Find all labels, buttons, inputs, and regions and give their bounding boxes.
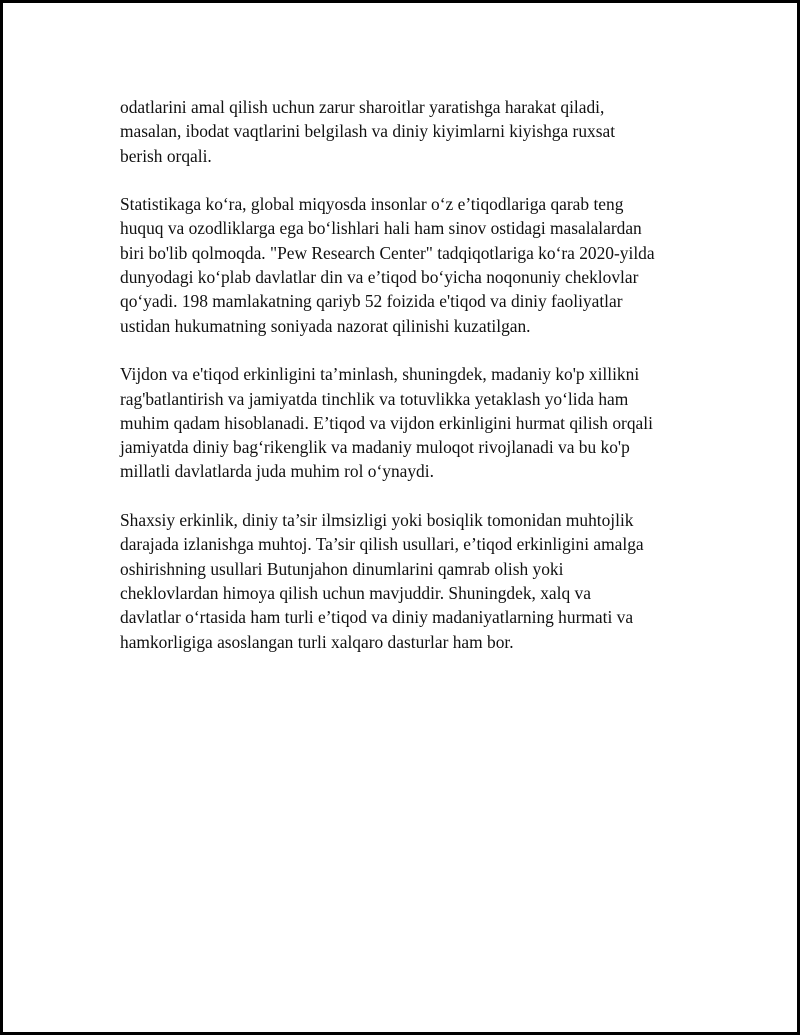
text-line: rag'batlantirish va jamiyatda tinchlik va totuvlikka yetaklash yo‘lida ham [120,388,629,409]
paragraph-2 [120,192,700,338]
text-line: dunyodagi ko‘plab davlatlar din va e’tiqod bo‘yicha noqonuniy cheklovlar [120,267,639,288]
text-line: Vijdon va e'tiqod erkinligini ta’minlash, shuningdek, madaniy ko'p xillikni [120,364,640,385]
paragraph-1 [120,95,700,168]
text-line: qo‘yadi. 198 mamlakatning qariyb 52 foizida e'tiqod va diniy faoliyatlar [120,291,623,312]
text-line: davlatlar o‘rtasida ham turli e’tiqod va diniy madaniyatlarning hurmati va [120,607,634,628]
text-line: biri bo'lib qolmoqda. "Pew Research Center" tadqiqotlariga ko‘ra 2020-yilda [120,242,655,263]
paragraph-4 [120,508,700,654]
text-line: Shaxsiy erkinlik, diniy ta’sir ilmsizligi yoki bosiqlik tomonidan muhtojlik [120,510,634,531]
paragraph-3 [120,362,700,483]
text-line: jamiyatda diniy bag‘rikenglik va madaniy muloqot rivojlanadi va bu ko'p [120,437,630,458]
text-line: Statistikaga ko‘ra, global miqyosda insonlar o‘z e’tiqodlariga qarab teng [120,194,624,215]
text-line: cheklovlardan himoya qilish uchun mavjuddir. Shuningdek, xalq va [120,582,591,603]
text-line: masalan, ibodat vaqtlarini belgilash va diniy kiyimlarni kiyishga ruxsat [120,121,616,142]
text-line: muhim qadam hisoblanadi. E’tiqod va vijdon erkinligini hurmat qilish orqali [120,412,653,433]
document-body [120,95,700,654]
text-line: berish orqali. [120,145,212,166]
text-line: darajada izlanishga muhtoj. Ta’sir qilish usullari, e’tiqod erkinligini amalga [120,534,644,555]
text-line: hamkorligiga asoslangan turli xalqaro dasturlar ham bor. [120,631,514,652]
text-line: oshirishning usullari Butunjahon dinumlarini qamrab olish yoki [120,558,564,579]
text-line: odatlarini amal qilish uchun zarur sharoitlar yaratishga harakat qiladi, [120,97,605,117]
text-line: huquq va ozodliklarga ega bo‘lishlari hali ham sinov ostidagi masalalardan [120,218,642,239]
text-line: millatli davlatlarda juda muhim rol o‘ynaydi. [120,461,434,482]
text-line: ustidan hukumatning soniyada nazorat qilinishi kuzatilgan. [120,315,531,336]
